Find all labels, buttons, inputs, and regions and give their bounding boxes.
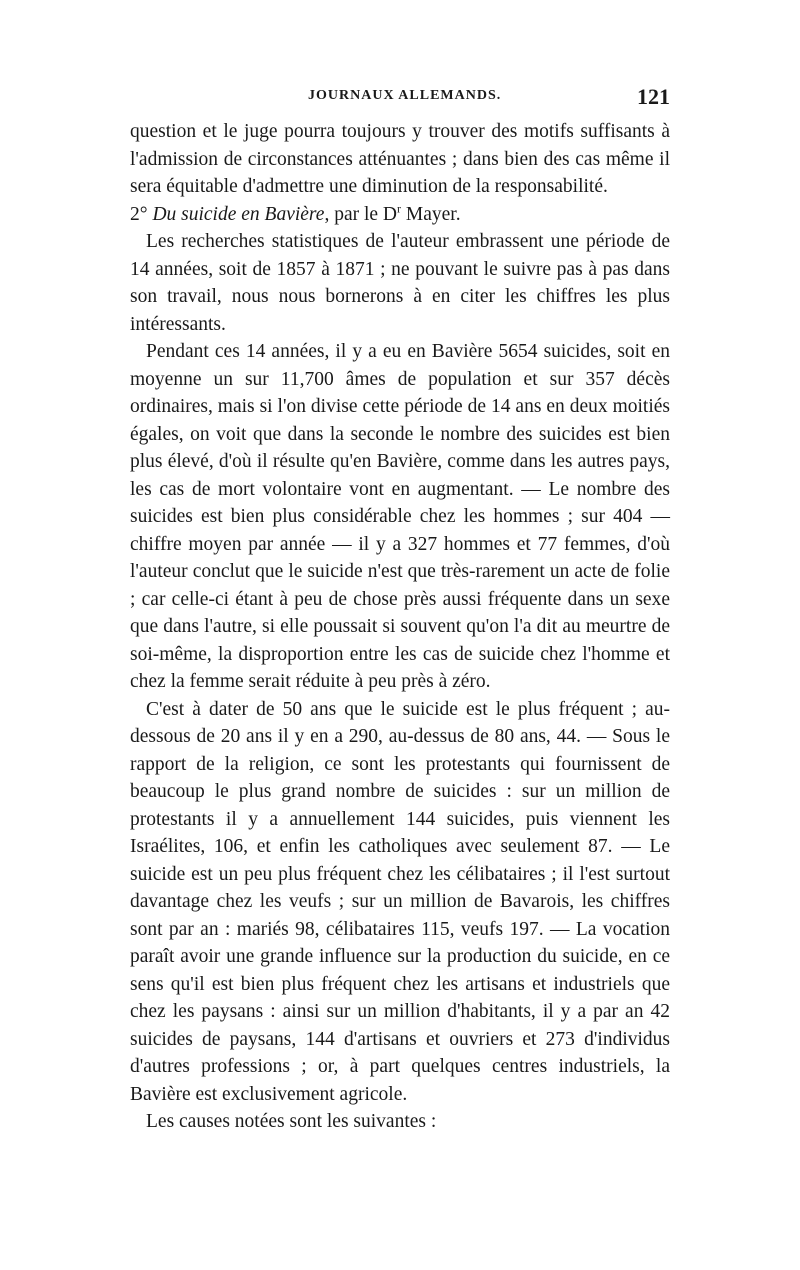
paragraph-continuation: question et le juge pourra toujours y trouver des motifs suffisants à l'admission de circonstances atténuantes ; dans bien des cas même il sera équitable d'admettre une diminution de la responsabilité.: [130, 121, 670, 197]
document-page: [130, 84, 670, 1136]
section-author-name: Mayer.: [401, 203, 461, 225]
running-title: JOURNAUX ALLEMANDS.: [308, 88, 502, 103]
section-author-sup: r: [397, 201, 402, 215]
paragraph-1: Les recherches statistiques de l'auteur embrassent une période de 14 années, soit de 1857 à 1871 ; ne pouvant le suivre pas à pas dans son travail, nous nous bornerons à en citer les chiffres les plus intéressants.: [130, 231, 670, 335]
section-author-prefix: , par le D: [324, 203, 398, 225]
paragraph-2: Pendant ces 14 années, il y a eu en Bavière 5654 suicides, soit en moyenne un sur 11,700 âmes de population et sur 357 décès ordinaires, mais si l'on divise cette période de 14 ans en deux moitiés égales, on voit que dans la seconde le nombre des suicides est bien plus élevé, d'où il résulte qu'en Bavière, comme dans les autres pays, les cas de mort volontaire vont en augmentant. — Le nombre des suicides est bien plus considérable chez les hommes ; sur 404 — chiffre moyen par année — il y a 327 hommes et 77 femmes, d'où l'auteur conclut que le suicide n'est que très-rarement un acte de folie ; car celle-ci étant à peu de chose près aussi fréquente dans un sexe que dans l'autre, si elle poussait si souvent qu'on l'a dit au meurtre de soi-même, la disproportion entre les cas de suicide chez l'homme et chez la femme serait réduite à peu près à zéro.: [130, 341, 670, 692]
running-head: [130, 84, 670, 118]
body-text: [130, 118, 670, 1136]
page-number: 121: [637, 84, 670, 109]
paragraph-4: Les causes notées sont les suivantes :: [146, 1111, 437, 1132]
section-heading: [130, 201, 670, 229]
paragraph-3: C'est à dater de 50 ans que le suicide est le plus fréquent ; au-dessous de 20 ans il y en a 290, au-dessus de 80 ans, 44. — Sous le rapport de la religion, ce sont les protestants qui fournissent de beaucoup le plus grand nombre de suicides : sur un million de protestants il y a annuellement 144 suicides, puis viennent les Israélites, 106, et enfin les catholiques avec seulement 87. — Le suicide est un peu plus fréquent chez les célibataires ; il l'est surtout davantage chez les veufs ; sur un million de Bavarois, les chiffres sont par an : mariés 98, célibataires 115, veufs 197. — La vocation paraît avoir une grande influence sur la production du suicide, en ce sens qu'il est bien plus fréquent chez les artisans et industriels que chez les paysans : ainsi sur un million d'habitants, il y a par an 42 suicides de paysans, 144 d'artisans et ouvriers et 273 d'individus d'autres professions ; or, à part quelques centres industriels, la Bavière est exclusivement agricole.: [130, 698, 670, 1105]
section-number: 2°: [130, 203, 148, 225]
section-title: Du suicide en Bavière: [152, 203, 325, 225]
